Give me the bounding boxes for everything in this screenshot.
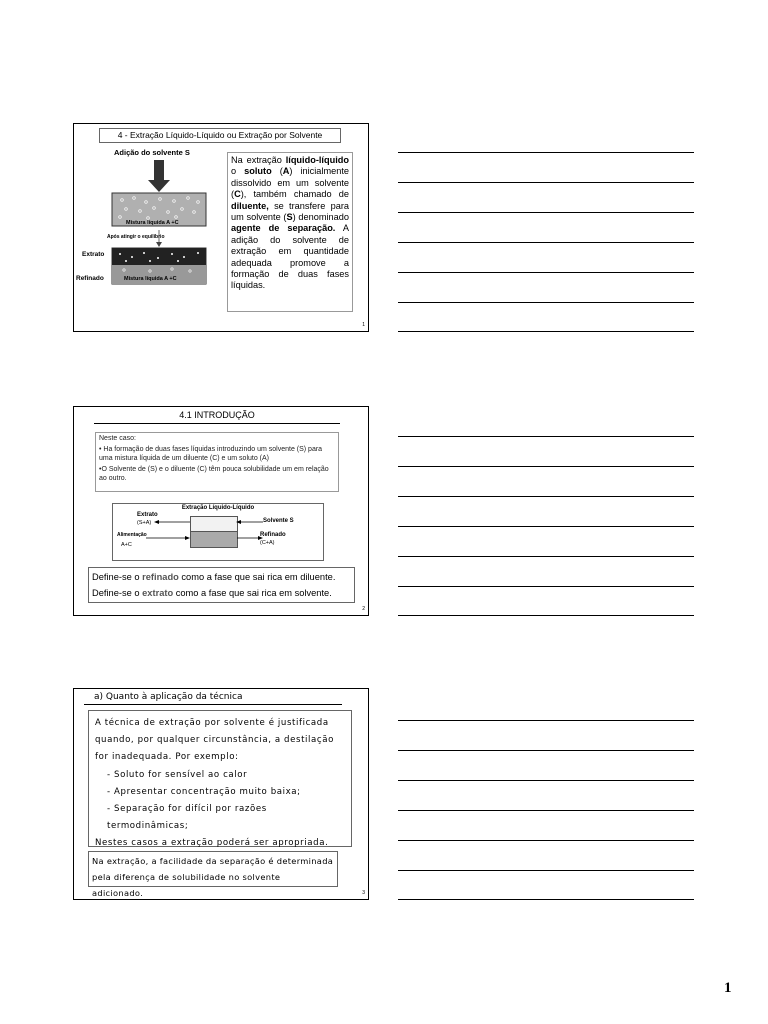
slide-number: 3 [362, 890, 365, 896]
note-line [398, 556, 694, 557]
note-line [398, 526, 694, 527]
slide-1-title: 4 - Extração Líquido-Líquido ou Extração por Solvente [99, 128, 341, 143]
note-line [398, 496, 694, 497]
mix-label-top: Mistura líquida A +C [126, 220, 179, 226]
diagram-title: Extração Líquido-Líquido [181, 505, 255, 511]
note-line [398, 242, 694, 243]
item-3: - Separação for difícil por razões termodinâmicas; [107, 804, 267, 832]
slide-number: 1 [362, 322, 365, 328]
slide-2 [73, 406, 369, 616]
technique-conclusion: Nestes casos a extração poderá ser apropriada. [95, 838, 329, 849]
bullet-1: • Ha formação de duas fases líquidas introduzindo um solvente (S) para uma mistura líquida de um diluente (C) e um soluto (A) [99, 446, 323, 462]
note-line [398, 586, 694, 587]
item-1: - Soluto for sensível ao calor [107, 769, 248, 780]
slide-3 [73, 688, 369, 900]
intro-text-box: Na extração líquido-líquido o soluto (A) inicialmente dissolvido em um solvente (C), também chamado de diluente, se transfere para um solvente (S) denominado agente de separação. A adição do solvente de extração em quantidade adequada promove a formação de duas fases líquidas. [227, 152, 353, 312]
bullet-2: •O Solvente de (S) e o diluente (C) têm pouca solubilidade um em relação ao outro. [99, 466, 329, 482]
note-line [398, 720, 694, 721]
technique-text-box [88, 710, 352, 847]
mix-label-bottom: Mistura líquida A +C [124, 276, 177, 282]
equilibrium-label: Após atingir o equilíbrio [107, 234, 165, 240]
note-line [398, 615, 694, 616]
extract-label: Extrato [82, 251, 105, 258]
diagram-raffinate: Refinado [260, 532, 286, 538]
note-line [398, 152, 694, 153]
definition-raffinate: Define-se o refinado como a fase que sai rica em diluente. [92, 572, 336, 582]
definitions-box [88, 567, 355, 603]
note-line [398, 810, 694, 811]
technique-intro: A técnica de extração por solvente é justificada quando, por qualquer circunstância, a destilação for inadequada. Por exemplo: [95, 718, 334, 763]
diagram-solvent: Solvente S [263, 518, 294, 524]
slide-3-title: a) Quanto à aplicação da técnica [84, 692, 342, 705]
page-number: 1 [724, 980, 732, 996]
note-line [398, 780, 694, 781]
extraction-diagram [112, 503, 324, 561]
diagram-raffinate-sub: (C+A) [260, 540, 275, 546]
case-label: Neste caso: [99, 435, 136, 442]
slide-2-title: 4.1 INTRODUÇÃO [94, 410, 340, 424]
raffinate-label: Refinado [76, 275, 104, 282]
note-line [398, 182, 694, 183]
diagram-feed-sub: A+C [121, 542, 132, 548]
solvent-addition-label: Adição do solvente S [114, 148, 190, 157]
diagram-extract: Extrato [137, 512, 158, 518]
note-box: Na extração, a facilidade da separação é determinada pela diferença de solubilidade no solvente adicionado. [88, 851, 338, 887]
diagram-feed: Alimentação [117, 532, 147, 538]
slide-1 [73, 123, 369, 332]
note-line [398, 870, 694, 871]
note-line [398, 466, 694, 467]
note-line [398, 272, 694, 273]
diagram-extract-sub: (S+A) [137, 520, 152, 526]
item-2: - Apresentar concentração muito baixa; [107, 786, 301, 797]
note-line [398, 899, 694, 900]
note-line [398, 212, 694, 213]
note-line [398, 436, 694, 437]
note-line [398, 840, 694, 841]
case-text-box [95, 432, 339, 492]
note-line [398, 331, 694, 332]
note-line [398, 750, 694, 751]
slide-number: 2 [362, 606, 365, 612]
extraction-illustration [74, 124, 224, 324]
definition-extract: Define-se o extrato como a fase que sai rica em solvente. [92, 588, 332, 598]
note-line [398, 302, 694, 303]
